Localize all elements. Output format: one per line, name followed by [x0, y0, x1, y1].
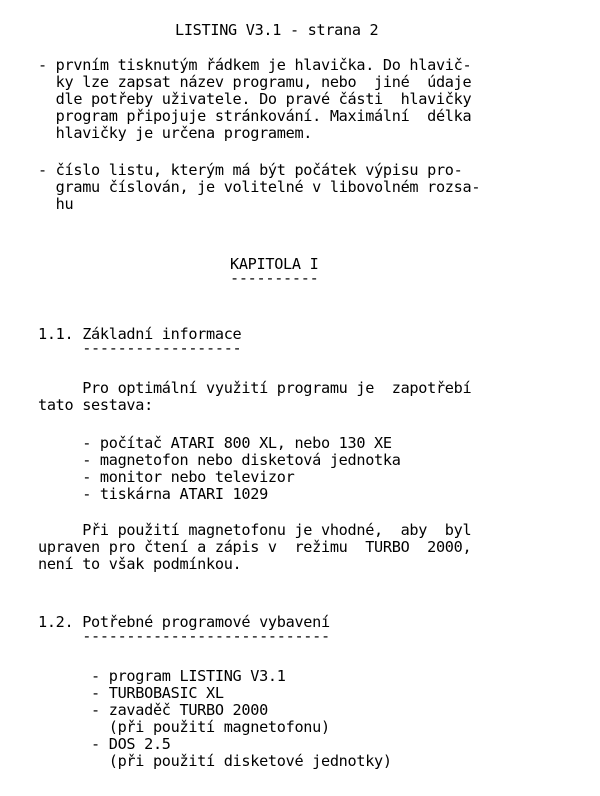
section-2-item-3-note: (při použití magnetofonu) [38, 718, 330, 736]
chapter-title-underline: ---------- [230, 269, 319, 287]
bullet-2-line-2: gramu číslován, je volitelné v libovolném rozsa- [38, 178, 481, 196]
section-2-item-2: - TURBOBASIC XL [38, 684, 224, 702]
bullet-1-line-3: dle potřeby uživatele. Do pravé části hlavičky [38, 90, 472, 108]
section-1-title-underline: ------------------ [38, 339, 242, 357]
section-2-item-4: - DOS 2.5 [38, 735, 171, 753]
bullet-2-line-3: hu [38, 195, 74, 213]
section-2-item-4-note: (při použití disketové jednotky) [38, 752, 392, 770]
bullet-1-line-2: ky lze zapsat název programu, nebo jiné údaje [38, 73, 472, 91]
section-1-note-line-2: upraven pro čtení a zápis v režimu TURBO 2000, [38, 538, 472, 556]
page-header: LISTING V3.1 - strana 2 [175, 21, 379, 39]
section-1-intro-line-2: tato sestava: [38, 396, 153, 414]
bullet-1-line-1: - prvním tisknutým řádkem je hlavička. Do hlavič- [38, 56, 472, 74]
section-1-item-2: - magnetofon nebo disketová jednotka [38, 451, 401, 469]
section-2-item-1: - program LISTING V3.1 [38, 667, 286, 685]
section-1-item-4: - tiskárna ATARI 1029 [38, 485, 268, 503]
section-1-note-line-1: Při použití magnetofonu je vhodné, aby byl [38, 521, 472, 539]
section-1-intro-line-1: Pro optimální využití programu je zapotřebí [38, 379, 472, 397]
section-1-note-line-3: není to však podmínkou. [38, 555, 242, 573]
bullet-2-line-1: - číslo listu, kterým má být počátek výpisu pro- [38, 161, 463, 179]
section-2-item-3: - zavaděč TURBO 2000 [38, 701, 268, 719]
section-1-item-1: - počítač ATARI 800 XL, nebo 130 XE [38, 434, 392, 452]
section-2-title: 1.2. Potřebné programové vybavení [38, 613, 330, 631]
section-1-title: 1.1. Základní informace [38, 325, 242, 343]
bullet-1-line-4: program připojuje stránkování. Maximální délka [38, 107, 472, 125]
chapter-title: KAPITOLA I [230, 255, 319, 273]
section-2-title-underline: ---------------------------- [38, 627, 330, 645]
bullet-1-line-5: hlavičky je určena programem. [38, 124, 313, 142]
section-1-item-3: - monitor nebo televizor [38, 468, 295, 486]
